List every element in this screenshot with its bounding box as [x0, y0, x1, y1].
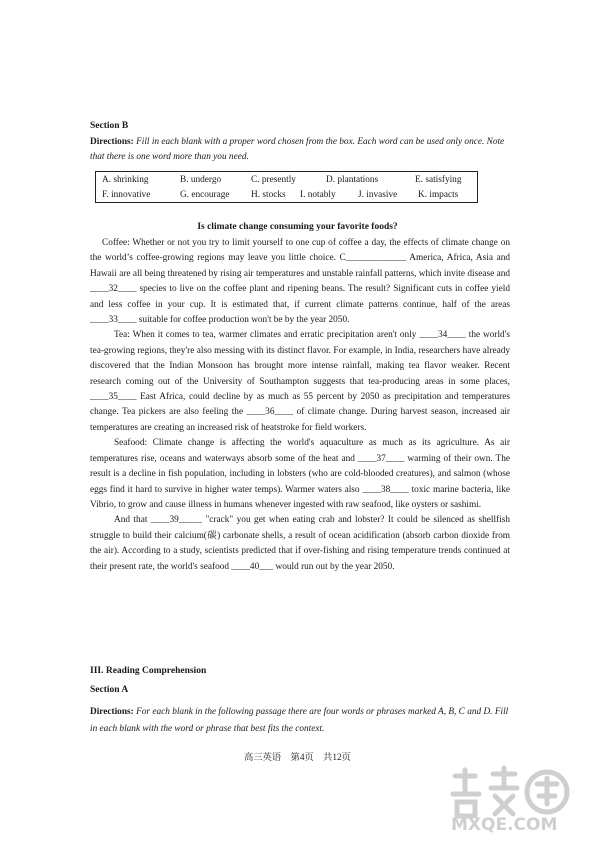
- section-a-heading: Section A: [90, 685, 129, 695]
- paragraph-tea: Tea: When it comes to tea, warmer climates and erratic precipitation aren't only ____34____ the world's tea-growing regions, they're also messing with its distinct flavor. For example, in India, researchers have already discovered that the Indian Monsoon has brought more intense rainfall, making tea flavor weaker. Recent research coming out of the University of Southampton suggests that tea-producing areas in some places, ____35____ East Africa, could decline by as much as 55 percent by 2050 as precipitation and temperatures change. Tea pickers are also feeling the ____36____ of climate change. During harvest season, increased air temperatures are creating an increased risk of heatstroke for field workers.: [90, 330, 510, 433]
- word-option: E. satisfying: [415, 175, 462, 185]
- directions-text: For each blank in the following passage there are four words or phrases marked A, B, C and D. Fill in each blank with the word or phrase that best fits the context.: [90, 707, 509, 734]
- word-option: B. undergo: [180, 175, 222, 185]
- passage-body: [90, 236, 510, 575]
- svg-text:MXQE.COM: MXQE.COM: [451, 815, 558, 834]
- directions-label: Directions:: [90, 707, 134, 717]
- reading-heading: III. Reading Comprehension: [90, 666, 207, 676]
- watermark-logo: [445, 764, 585, 834]
- directions-text: Fill in each blank with a proper word chosen from the box. Each word can be used only once. Note that there is one word more than you need.: [90, 137, 505, 162]
- word-option: F. innovative: [102, 190, 151, 200]
- paragraph-shellfish: And that ____39_____ "crack" you get when eating crab and lobster? It could be silenced as shellfish struggle to build their calcium(碳) carbonate shells, a result of ocean acidification (absorb carbon dioxide from the air). According to a study, scientists predicted that if over-fishing and rising temperature trends continued at their present rate, the world's seafood ____40___ would run out by the year 2050.: [90, 515, 510, 572]
- word-option: C. presently: [251, 175, 296, 185]
- directions-label: Directions:: [90, 137, 134, 147]
- word-option: I. notably: [300, 190, 336, 200]
- section-a-directions: [90, 704, 510, 738]
- passage-title: Is climate change consuming your favorite foods?: [197, 222, 398, 232]
- word-option: G. encourage: [180, 190, 230, 200]
- section-b-directions: [90, 135, 510, 165]
- page-footer: 高三英语 第4页 共12页: [244, 753, 351, 763]
- word-option: D. plantations: [326, 175, 379, 185]
- word-option: H. stocks: [251, 190, 286, 200]
- word-option: A. shrinking: [102, 175, 149, 185]
- paragraph-coffee: Coffee: Whether or not you try to limit yourself to one cup of coffee a day, the effects of climate change on the world’s coffee-growing regions may leave you little choice. C_____________ America, Africa, Asia and Hawaii are all being threatened by rising air temperatures and unstable rainfall patterns, which invite disease and ____32____ species to live on the coffee plant and ripening beans. The result? Significant cuts in coffee yield and less coffee in your cup. It is estimated that, if current climate patterns continue, half of the areas ____33____ suitable for coffee production won't be by the year 2050.: [90, 238, 510, 326]
- section-b-heading: Section B: [90, 121, 129, 131]
- word-option: K. impacts: [418, 190, 459, 200]
- word-box: [95, 171, 478, 203]
- word-option: J. invasive: [358, 190, 398, 200]
- paragraph-seafood: Seafood: Climate change is affecting the world's aquaculture as much as its agriculture. As air temperatures rise, oceans and waterways absorb some of the heat and ____37____ warming of their own. The result is a decline in fish population, including in lobsters (who are cold-blooded creatures), and salmon (whose eggs find it hard to survive in higher water temps). Warmer waters also ____38____ toxic marine bacteria, like Vibrio, to grow and cause illness in humans whenever ingested with raw seafood, like oysters or sashimi.: [90, 438, 510, 510]
